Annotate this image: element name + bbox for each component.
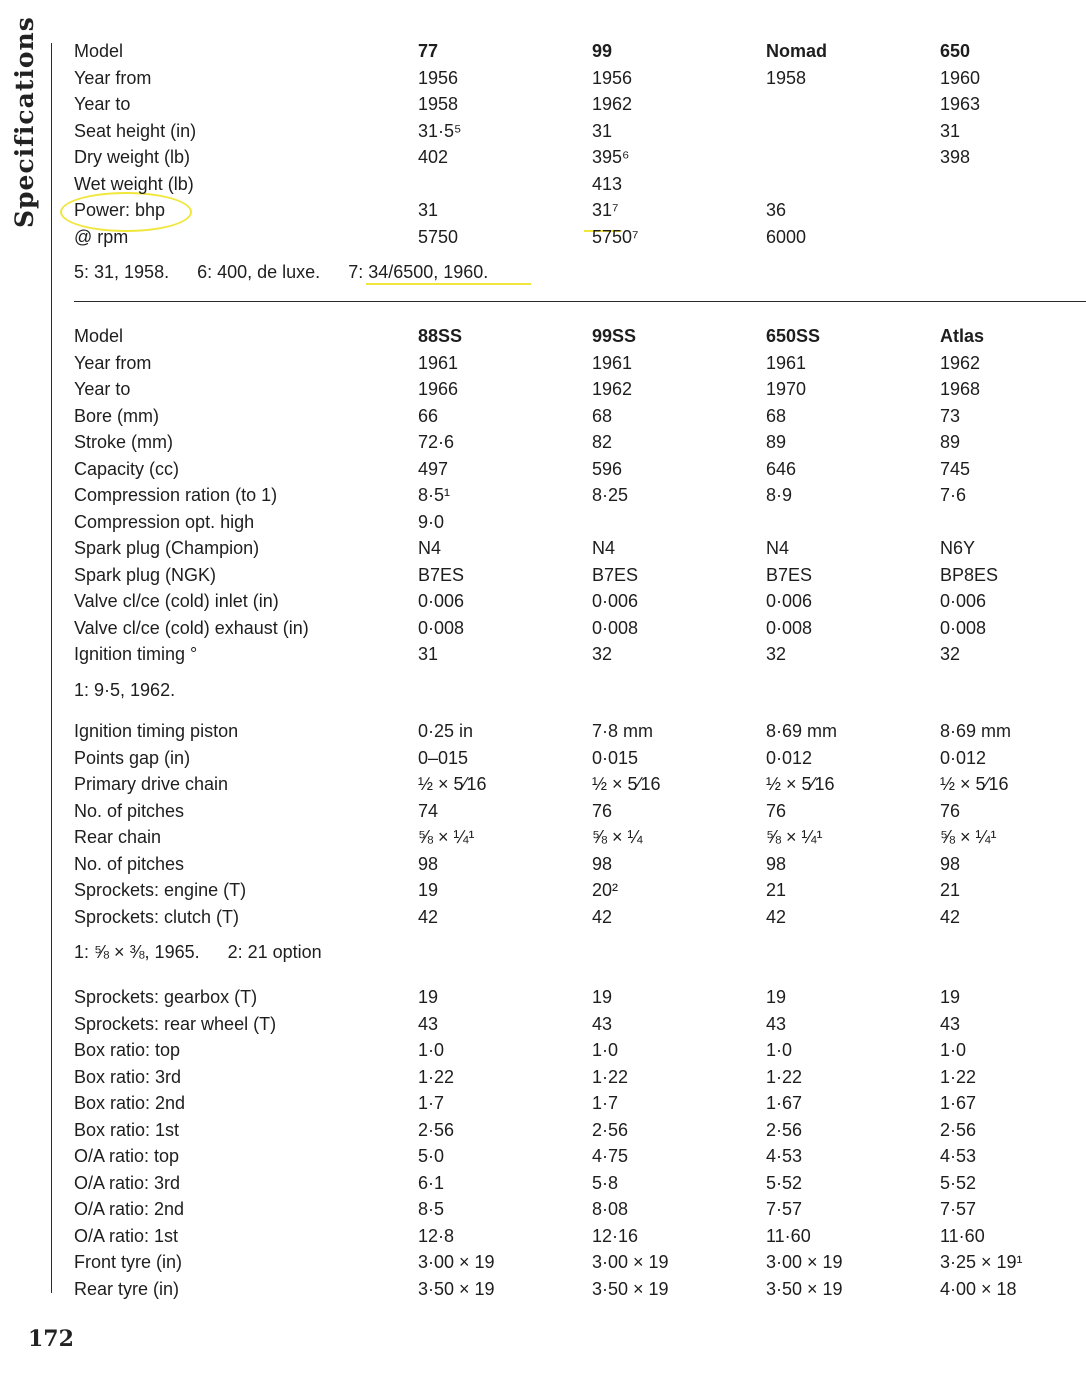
table-row: [0, 1011, 1086, 1038]
row-label: Sprockets: gearbox (T): [74, 987, 258, 1007]
table-row: [0, 1196, 1086, 1223]
model-name: 88SS: [418, 326, 463, 346]
spec-value: 1968: [940, 379, 981, 399]
spec-value: 0·015: [592, 747, 639, 768]
table-row: [0, 851, 1086, 878]
spec-value: 42: [592, 906, 613, 927]
row-label: Box ratio: top: [74, 1040, 181, 1060]
spec-value: 1·0: [766, 1040, 793, 1060]
spec-value: 98: [592, 853, 613, 874]
spec-value: 5750: [418, 226, 459, 247]
row-label: Compression ration (to 1): [74, 485, 278, 505]
spec-value: 5·8: [592, 1172, 619, 1193]
model-name: Nomad: [766, 41, 828, 61]
spec-value: 1970: [766, 379, 807, 399]
spec-value: 1·67: [940, 1093, 977, 1113]
row-label: O/A ratio: 1st: [74, 1225, 179, 1246]
row-label: Stroke (mm): [74, 432, 173, 452]
table-row: [0, 984, 1086, 1011]
spec-value: 98: [418, 853, 439, 874]
spec-value: 31: [592, 120, 613, 141]
spec-value: 8·69 mm: [766, 721, 838, 741]
row-label: No. of pitches: [74, 800, 185, 821]
spec-value: 8·69 mm: [940, 721, 1012, 741]
spec-value: 8·25: [592, 485, 629, 505]
spec-value: 43: [766, 1013, 787, 1034]
spec-value: 8·5¹: [418, 485, 451, 505]
spec-value: 3·50 × 19: [418, 1278, 495, 1299]
table-row: [0, 904, 1086, 931]
spec-value: 0·012: [940, 747, 987, 768]
row-label: Power: bhp: [74, 200, 166, 220]
spec-value: 8·9: [766, 485, 793, 505]
spec-value: 89: [940, 432, 961, 452]
model-name: Atlas: [940, 326, 985, 346]
table-row: [0, 771, 1086, 798]
spec-value: 8·08: [592, 1199, 629, 1219]
row-label: Model: [74, 326, 124, 346]
spec-value: 0·006: [418, 591, 465, 611]
table-row: [0, 877, 1086, 904]
spec-value: N6Y: [940, 538, 976, 558]
spec-value: 3·25 × 19¹: [940, 1252, 1023, 1272]
spec-value: 1·7: [418, 1093, 445, 1113]
spec-value: 4·53: [766, 1146, 803, 1166]
spec-value: 31: [418, 200, 439, 220]
row-label: Valve cl/ce (cold) inlet (in): [74, 591, 279, 611]
spec-value: 43: [940, 1013, 961, 1034]
row-label: Box ratio: 1st: [74, 1119, 180, 1140]
spec-value: 1·67: [766, 1093, 803, 1113]
model-name: 650: [940, 41, 971, 61]
table-row: [0, 224, 1086, 251]
spec-value: 5·52: [766, 1172, 803, 1193]
spec-value: 19: [766, 987, 787, 1007]
spec-value: 5·0: [418, 1146, 445, 1166]
spec-value: 0·006: [940, 591, 987, 611]
spec-value: 1960: [940, 67, 981, 88]
spec-value: 5·52: [940, 1172, 977, 1193]
spec-value: ½ × 5⁄16: [418, 774, 487, 794]
spec-value: 12·16: [592, 1225, 639, 1246]
spec-value: 0·006: [766, 591, 813, 611]
table-row: [0, 350, 1086, 377]
spec-value: 68: [592, 405, 613, 426]
spec-value: 1956: [418, 67, 459, 88]
spec-value: ½ × 5⁄16: [940, 774, 1009, 794]
table-row: [0, 1143, 1086, 1170]
spec-value: B7ES: [766, 564, 813, 585]
spec-value: 4·53: [940, 1146, 977, 1166]
footnote: 1: 9·5, 1962.: [74, 679, 176, 700]
row-label: Sprockets: clutch (T): [74, 906, 240, 927]
row-label: Seat height (in): [74, 120, 197, 141]
row-label: Wet weight (lb): [74, 173, 194, 194]
spec-value: 1958: [766, 67, 807, 88]
table-row: [0, 1090, 1086, 1117]
spec-value: 2·56: [592, 1119, 629, 1140]
spec-value: 73: [940, 405, 961, 426]
table-row: [0, 1117, 1086, 1144]
side-title: Specifications: [10, 16, 39, 228]
spec-value: 1961: [418, 352, 459, 373]
footnote: 1: ⅝ × ⅜, 1965.: [74, 942, 200, 962]
spec-value: 2·56: [418, 1119, 455, 1140]
row-label: No. of pitches: [74, 853, 185, 874]
spec-value: 21: [766, 880, 787, 900]
spec-value: ⅝ × ¼: [592, 827, 643, 847]
row-label: Spark plug (Champion): [74, 538, 260, 558]
spec-value: 9·0: [418, 511, 445, 532]
spec-value: 1961: [766, 352, 807, 373]
spec-value: 31: [940, 120, 961, 141]
spec-value: 1966: [418, 379, 459, 399]
table-row: [0, 509, 1086, 536]
spec-value: 32: [592, 644, 613, 664]
row-label: Front tyre (in): [74, 1252, 183, 1272]
row-label: O/A ratio: 3rd: [74, 1172, 181, 1193]
spec-value: 98: [766, 853, 787, 874]
table-row: [0, 376, 1086, 403]
table-row: [0, 588, 1086, 615]
table-row: [0, 718, 1086, 745]
table-row: [0, 798, 1086, 825]
table-row: [0, 482, 1086, 509]
spec-value: 413: [592, 173, 623, 194]
row-label: Year from: [74, 352, 152, 373]
table-row: [0, 824, 1086, 851]
spec-value: 4·00 × 18: [940, 1278, 1017, 1299]
spec-value: B7ES: [592, 564, 639, 585]
spec-value: 32: [940, 644, 961, 664]
footnote: 7: 34/6500, 1960.: [348, 262, 489, 282]
spec-value: 1·0: [592, 1040, 619, 1060]
table-row: [0, 197, 1086, 224]
spec-value: 2·56: [940, 1119, 977, 1140]
spec-value: 398: [940, 147, 971, 167]
spec-value: ½ × 5⁄16: [592, 774, 661, 794]
spec-value: 7·6: [940, 485, 967, 505]
spec-value: 0·008: [940, 617, 987, 638]
spec-value: 19: [940, 987, 961, 1007]
spec-value: 82: [592, 432, 613, 452]
spec-value: 89: [766, 432, 787, 452]
table-row: [0, 1223, 1086, 1250]
spec-value: ⅝ × ¼¹: [766, 827, 823, 847]
row-label: Sprockets: engine (T): [74, 880, 247, 900]
spec-value: 20²: [592, 880, 619, 900]
spec-value: 12·8: [418, 1225, 455, 1246]
spec-value: 43: [592, 1013, 613, 1034]
spec-value: 21: [940, 880, 961, 900]
table-row: [0, 144, 1086, 171]
table-row: [0, 429, 1086, 456]
table-row: [0, 641, 1086, 668]
spec-value: 0·008: [418, 617, 465, 638]
spec-value: 0·008: [766, 617, 813, 638]
spec-value: 68: [766, 405, 787, 426]
table-row: [0, 615, 1086, 642]
spec-value: 1961: [592, 352, 633, 373]
table-row: [0, 535, 1086, 562]
spec-value: N4: [592, 538, 616, 558]
spec-value: 5750⁷: [592, 226, 639, 247]
spec-value: 19: [418, 880, 439, 900]
model-name: 77: [418, 41, 439, 61]
spec-value: 1963: [940, 94, 981, 114]
spec-value: 402: [418, 147, 449, 167]
model-name: 99SS: [592, 326, 637, 346]
spec-value: 646: [766, 458, 797, 479]
row-label: Sprockets: rear wheel (T): [74, 1013, 277, 1034]
spec-value: 0·25 in: [418, 721, 474, 741]
spec-value: 4·75: [592, 1146, 629, 1166]
spec-value: 497: [418, 458, 449, 479]
spec-value: N4: [766, 538, 790, 558]
spec-value: 1·7: [592, 1093, 619, 1113]
spec-value: 1·22: [940, 1066, 977, 1087]
footnote: 5: 31, 1958.: [74, 262, 170, 282]
spec-value: 31·5⁵: [418, 120, 462, 141]
footnote: 2: 21 option: [227, 942, 322, 962]
spec-value: 66: [418, 405, 439, 426]
spec-value: 0·006: [592, 591, 639, 611]
spec-value: B7ES: [418, 564, 465, 585]
spec-value: 76: [766, 800, 787, 821]
table-row: [0, 562, 1086, 589]
table-row: [0, 171, 1086, 198]
table-row: [0, 91, 1086, 118]
row-label: Ignition timing piston: [74, 721, 239, 741]
row-label: Compression opt. high: [74, 511, 255, 532]
spec-value: 7·57: [766, 1199, 803, 1219]
spec-value: ⅝ × ¼¹: [418, 827, 475, 847]
spec-value: 1·22: [418, 1066, 455, 1087]
footnotes: [74, 259, 516, 286]
spec-value: 36: [766, 200, 787, 220]
row-label: Year from: [74, 67, 152, 88]
row-label: @ rpm: [74, 226, 129, 247]
spec-value: 11·60: [940, 1225, 985, 1246]
spec-value: 31: [418, 644, 439, 664]
row-label: O/A ratio: top: [74, 1146, 180, 1166]
spec-value: 2·56: [766, 1119, 803, 1140]
horizontal-rule: [74, 301, 1086, 302]
table-row: [0, 403, 1086, 430]
spec-value: 3·00 × 19: [592, 1252, 669, 1272]
row-label: Model: [74, 41, 124, 61]
spec-value: 6000: [766, 226, 807, 247]
spec-value: 19: [592, 987, 613, 1007]
table-row: [0, 118, 1086, 145]
spec-value: 42: [418, 906, 439, 927]
table-row: [0, 456, 1086, 483]
spec-value: 76: [592, 800, 613, 821]
table-header-row: [0, 323, 1086, 350]
spec-value: 1962: [592, 94, 633, 114]
spec-value: 42: [940, 906, 961, 927]
table-row: [0, 1276, 1086, 1303]
spec-value: BP8ES: [940, 564, 999, 585]
row-label: Valve cl/ce (cold) exhaust (in): [74, 617, 309, 638]
spec-value: 43: [418, 1013, 439, 1034]
row-label: Year to: [74, 379, 131, 399]
spec-value: 11·60: [766, 1225, 811, 1246]
table-row: [0, 745, 1086, 772]
spec-value: ⅝ × ¼¹: [940, 827, 997, 847]
row-label: Capacity (cc): [74, 458, 180, 479]
spec-value: 19: [418, 987, 439, 1007]
table-row: [0, 1064, 1086, 1091]
spec-value: 8·5: [418, 1199, 445, 1219]
spec-value: 0·012: [766, 747, 813, 768]
spec-value: 7·57: [940, 1199, 977, 1219]
page-number: 172: [28, 1326, 74, 1352]
row-label: Rear chain: [74, 827, 162, 847]
spec-value: 98: [940, 853, 961, 874]
spec-value: 74: [418, 800, 439, 821]
spec-value: 395⁶: [592, 147, 630, 167]
model-name: 650SS: [766, 326, 821, 346]
spec-value: 1·22: [592, 1066, 629, 1087]
spec-value: 0·008: [592, 617, 639, 638]
table-header-row: [0, 38, 1086, 65]
spec-value: 0–015: [418, 747, 469, 768]
spec-value: 76: [940, 800, 961, 821]
spec-value: 596: [592, 458, 623, 479]
row-label: Box ratio: 3rd: [74, 1066, 182, 1087]
row-label: Dry weight (lb): [74, 147, 191, 167]
spec-value: 3·00 × 19: [418, 1252, 495, 1272]
spec-value: ½ × 5⁄16: [766, 774, 835, 794]
row-label: Primary drive chain: [74, 774, 229, 794]
footnote: 6: 400, de luxe.: [197, 262, 321, 282]
spec-value: 1956: [592, 67, 633, 88]
spec-value: 1962: [940, 352, 981, 373]
footnotes: [74, 939, 350, 966]
row-label: Ignition timing °: [74, 644, 198, 664]
spec-value: 72·6: [418, 432, 455, 452]
row-label: Year to: [74, 94, 131, 114]
row-label: Rear tyre (in): [74, 1278, 180, 1299]
row-label: Bore (mm): [74, 405, 159, 426]
spec-value: 3·50 × 19: [766, 1278, 843, 1299]
spec-value: 42: [766, 906, 787, 927]
row-label: Points gap (in): [74, 747, 191, 768]
spec-value: 32: [766, 644, 787, 664]
spec-value: 1962: [592, 379, 633, 399]
spec-value: 745: [940, 458, 971, 479]
spec-value: 1·0: [940, 1040, 967, 1060]
spec-value: 3·00 × 19: [766, 1252, 843, 1272]
row-label: O/A ratio: 2nd: [74, 1199, 185, 1219]
spec-value: 1·22: [766, 1066, 803, 1087]
model-name: 99: [592, 41, 613, 61]
table-row: [0, 1170, 1086, 1197]
table-row: [0, 1037, 1086, 1064]
spec-value: 7·8 mm: [592, 721, 654, 741]
table-row: [0, 1249, 1086, 1276]
row-label: Box ratio: 2nd: [74, 1093, 186, 1113]
row-label: Spark plug (NGK): [74, 564, 217, 585]
spec-value: 1·0: [418, 1040, 445, 1060]
spec-value: 6·1: [418, 1172, 445, 1193]
spec-value: 31⁷: [592, 200, 619, 220]
spec-value: 1958: [418, 94, 459, 114]
table-row: [0, 65, 1086, 92]
footnotes: [74, 677, 203, 704]
spec-value: 3·50 × 19: [592, 1278, 669, 1299]
spec-value: N4: [418, 538, 442, 558]
